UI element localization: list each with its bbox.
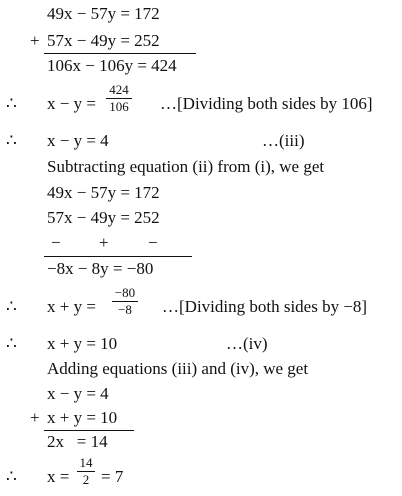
equation-line: x + y = 10 (47, 408, 118, 427)
fraction-numerator: 14 (79, 455, 93, 470)
plus-sign: + (30, 31, 40, 50)
equation-line: x + y = 10 (47, 334, 118, 353)
equation-lhs: x − y = (47, 94, 96, 113)
fraction-numerator: 424 (109, 82, 129, 97)
final-result: = 7 (101, 467, 124, 486)
equation-line: x − y = 4 (47, 131, 109, 150)
plus-sign: + (30, 408, 40, 427)
sum-result: 2x = 14 (47, 432, 108, 451)
equation-lhs: x + y = (47, 297, 96, 316)
instruction-text: Subtracting equation (ii) from (i), we get (47, 157, 325, 176)
equation-line: 57x − 49y = 252 (47, 208, 160, 227)
equation-line: 49x − 57y = 172 (47, 4, 160, 23)
sign-plus: + (99, 233, 109, 252)
equation-line: 57x − 49y = 252 (47, 31, 160, 50)
sign-minus: − (148, 233, 158, 252)
fraction-denominator: 106 (109, 99, 129, 114)
equation-line: x − y = 4 (47, 384, 109, 403)
sum-result: 106x − 106y = 424 (47, 56, 177, 75)
instruction-text: Adding equations (iii) and (iv), we get (47, 359, 309, 378)
sum-rule (44, 430, 134, 431)
equation-line: 49x − 57y = 172 (47, 183, 160, 202)
therefore-symbol: ∴ (6, 334, 17, 353)
fraction-denominator: 2 (82, 472, 90, 487)
equation-tag: …(iv) (226, 334, 268, 353)
fraction (77, 456, 95, 487)
equation-tag: …(iii) (262, 131, 305, 150)
sum-rule (44, 53, 196, 54)
equation-lhs: x = (47, 467, 70, 486)
difference-result: −8x − 8y = −80 (47, 259, 154, 278)
therefore-symbol: ∴ (6, 94, 17, 113)
fraction-denominator: −8 (118, 302, 132, 317)
step-note: …[Dividing both sides by 106] (160, 94, 373, 113)
fraction-numerator: −80 (114, 285, 136, 300)
therefore-symbol: ∴ (6, 131, 17, 150)
step-note: …[Dividing both sides by −8] (162, 297, 368, 316)
therefore-symbol: ∴ (6, 467, 17, 486)
fraction (112, 286, 138, 317)
difference-rule (44, 256, 192, 257)
therefore-symbol: ∴ (6, 297, 17, 316)
fraction (106, 83, 132, 114)
sign-minus: − (51, 233, 61, 252)
